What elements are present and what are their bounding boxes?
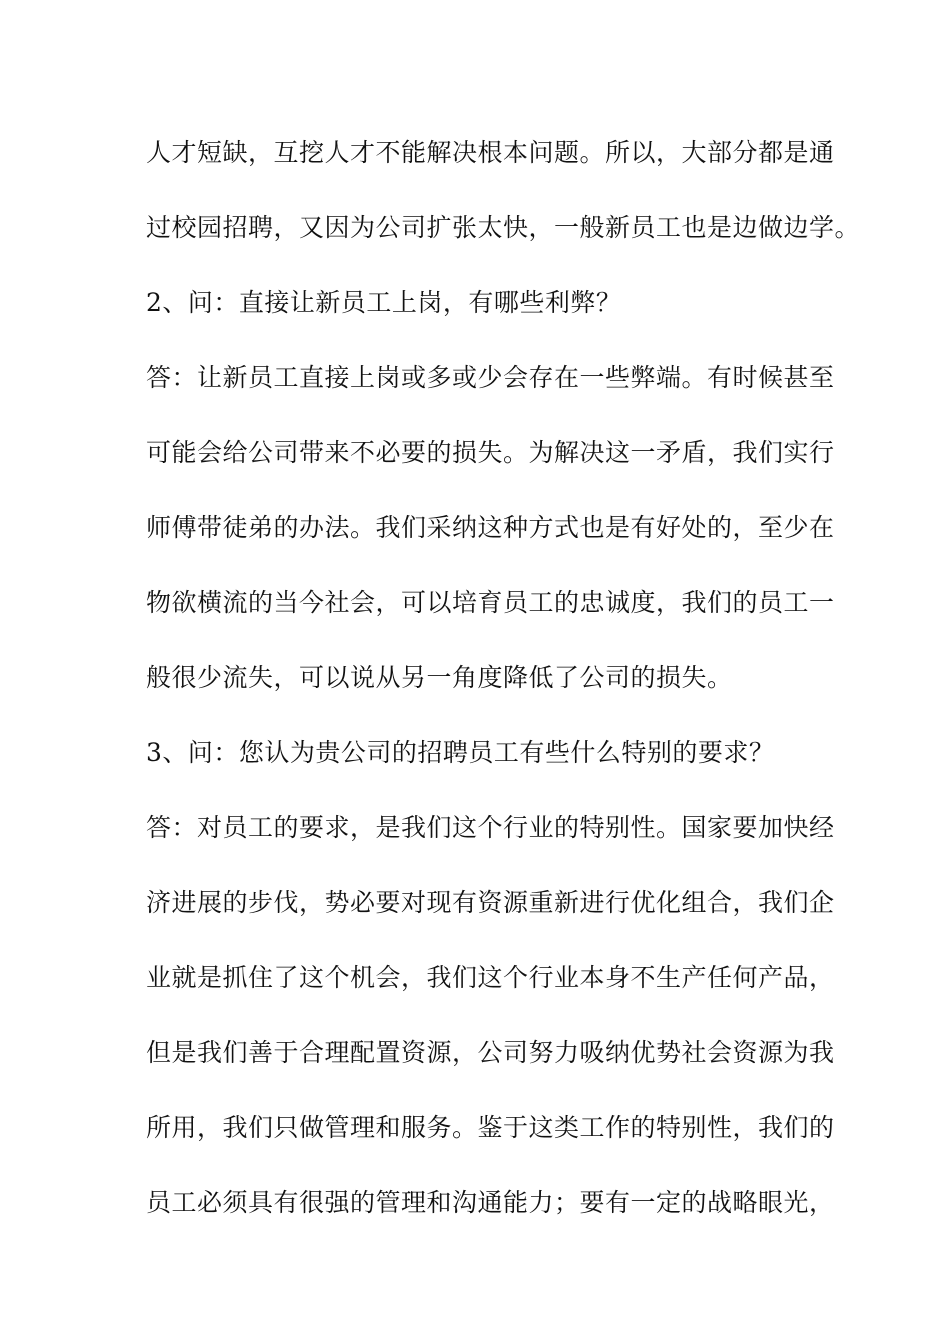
text-line: 师傅带徒弟的办法。我们采纳这种方式也是有好处的，至少在 [146, 513, 835, 542]
text-line: 人才短缺，互挖人才不能解决根本问题。所以，大部分都是通 [146, 138, 835, 167]
text-line: 可能会给公司带来不必要的损失。为解决这一矛盾，我们实行 [146, 438, 835, 467]
text-line: 但是我们善于合理配置资源，公司努力吸纳优势社会资源为我 [146, 1038, 835, 1067]
text-line: 业就是抓住了这个机会，我们这个行业本身不生产任何产品， [146, 963, 835, 992]
text-line: 般很少流失，可以说从另一角度降低了公司的损失。 [146, 663, 733, 692]
text-line: 所用，我们只做管理和服务。鉴于这类工作的特别性，我们的 [146, 1113, 835, 1142]
text-line: 员工必须具有很强的管理和沟通能力；要有一定的战略眼光， [146, 1188, 835, 1217]
question-line: 3、问：您认为贵公司的招聘员工有些什么特别的要求？ [146, 738, 775, 767]
text-line: 物欲横流的当今社会，可以培育员工的忠诚度，我们的员工一 [146, 588, 835, 617]
answer-line: 答：让新员工直接上岗或多或少会存在一些弊端。有时候甚至 [146, 363, 835, 392]
question-line: 2、问：直接让新员工上岗，有哪些利弊？ [146, 288, 622, 317]
answer-line: 答：对员工的要求，是我们这个行业的特别性。国家要加快经 [146, 813, 835, 842]
text-line: 济进展的步伐，势必要对现有资源重新进行优化组合，我们企 [146, 888, 835, 917]
text-line: 过校园招聘，又因为公司扩张太快，一般新员工也是边做边学。 [146, 213, 861, 242]
